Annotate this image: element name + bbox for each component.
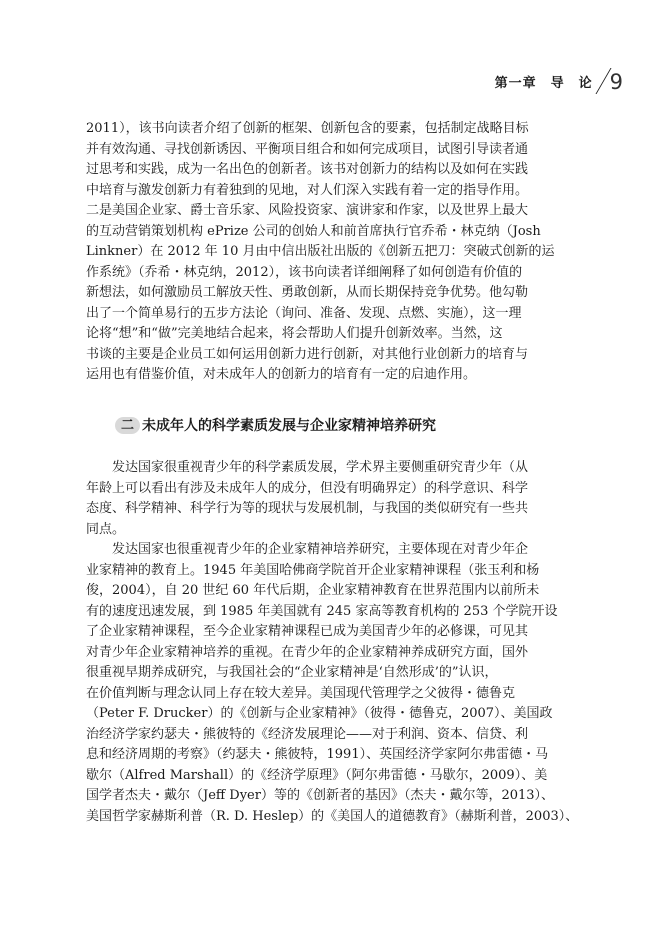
text-line: 2011），该书向读者介绍了创新的框架、创新包含的要素，包括制定战略目标 <box>86 121 529 136</box>
text-line: （Peter F. Drucker）的《创新与企业家精神》（彼得・德鲁克，2007）、美国政 <box>86 706 553 721</box>
text-line: 美国哲学家赫斯利普（R. D. Heslep）的《美国人的道德教育》（赫斯利普，2003）、 <box>86 808 578 824</box>
text-line: 很重视早期养成研究，与我国社会的“企业家精神是‘自然形成’的”认识， <box>86 665 498 680</box>
text-line: 在价值判断与理念认同上存在较大差异。美国现代管理学之父彼得・德鲁克 <box>86 685 516 701</box>
text-line: 并有效沟通、寻找创新诱因、平衡项目组合和如何完成项目，试图引导读者通 <box>86 141 529 157</box>
text-line: 了企业家精神课程，至今企业家精神课程已成为美国青少年的必修课，可见其 <box>86 624 529 639</box>
paragraph-1 <box>86 119 578 386</box>
text-line: 作系统》（乔希・林克纳，2012），该书向读者详细阐释了如何创造有价值的 <box>86 264 523 280</box>
page-number: 9 <box>609 70 623 94</box>
text-line: 二是美国企业家、爵士音乐家、风险投资家、演讲家和作家，以及世界上最大 <box>86 203 529 218</box>
text-line: 年龄上可以看出有涉及未成年人的成分，但没有明确界定）的科学意识、科学 <box>86 480 529 496</box>
chapter-title: 第一章 导 论 <box>494 76 593 91</box>
text-line: 新想法，如何激励员工解放天性、勇敢创新，从而长期保持竞争优势。他勾勒 <box>86 285 529 300</box>
text-line: 论将“想”和“做”完美地结合起来，将会帮助人们提升创新效率。当然，这 <box>86 326 503 341</box>
text-line: 中培育与激发创新力有着独到的见地，对人们深入实践有着一定的指导作用。 <box>86 182 529 198</box>
text-line: 过思考和实践，成为一名出色的创新者。该书对创新力的结构以及如何在实践 <box>86 162 529 177</box>
section-number-badge: 二 <box>115 417 140 434</box>
text-line: 对青少年企业家精神培养的重视。在青少年的企业家精神养成研究方面，国外 <box>86 644 529 660</box>
text-line: 有的速度迅速发展，到 1985 年美国就有 245 家高等教育机构的 253 个学院开设 <box>86 603 558 619</box>
text-line: 态度、科学精神、科学行为等的现状与发展机制，与我国的类似研究有一些共 <box>86 501 529 516</box>
section-title: 未成年人的科学素质发展与企业家精神培养研究 <box>142 418 437 434</box>
text-line: 出了一个简单易行的五步方法论（询问、准备、发现、点燃、实施），这一理 <box>86 305 522 321</box>
text-line: 国学者杰夫・戴尔（Jeff Dyer）等的《创新者的基因》（杰夫・戴尔等，2013）、 <box>86 788 555 803</box>
paragraph-2 <box>86 458 578 540</box>
text-line: 俊，2004），自 20 世纪 60 年代后期，企业家精神教育在世界范围内以前所未 <box>86 583 540 598</box>
text-line: 治经济学家约瑟夫・熊彼特的《经济发展理论——对于利润、资本、信贷、利 <box>86 726 529 742</box>
text-line: Linkner）在 2012 年 10 月由中信出版社出版的《创新五把刀：突破式创新的运 <box>86 244 555 259</box>
paragraph-3 <box>86 540 578 827</box>
text-line: 书谈的主要是企业员工如何运用创新力进行创新，对其他行业创新力的培育与 <box>86 346 529 362</box>
text-line: 运用也有借鉴价值，对未成年人的创新力的培育有一定的启迪作用。 <box>86 367 477 382</box>
text-line: 发达国家很重视青少年的科学素质发展，学术界主要侧重研究青少年（从 <box>112 460 529 475</box>
text-line: 的互动营销策划机构 ePrize 公司的创始人和前首席执行官乔希・林克纳（Josh <box>86 223 541 239</box>
text-line: 业家精神的教育上。1945 年美国哈佛商学院首开企业家精神课程（张玉利和杨 <box>86 562 540 578</box>
text-line: 息和经济周期的考察》（约瑟夫・熊彼特，1991）、英国经济学家阿尔弗雷德・马 <box>86 747 549 762</box>
text-line: 发达国家也很重视青少年的企业家精神培养研究，主要体现在对青少年企 <box>112 542 529 557</box>
section-heading <box>115 414 436 436</box>
running-header <box>495 68 623 94</box>
text-line: 同点。 <box>86 521 126 537</box>
text-line: 歇尔（Alfred Marshall）的《经济学原理》（阿尔弗雷德・马歇尔，2009）、美 <box>86 767 548 783</box>
